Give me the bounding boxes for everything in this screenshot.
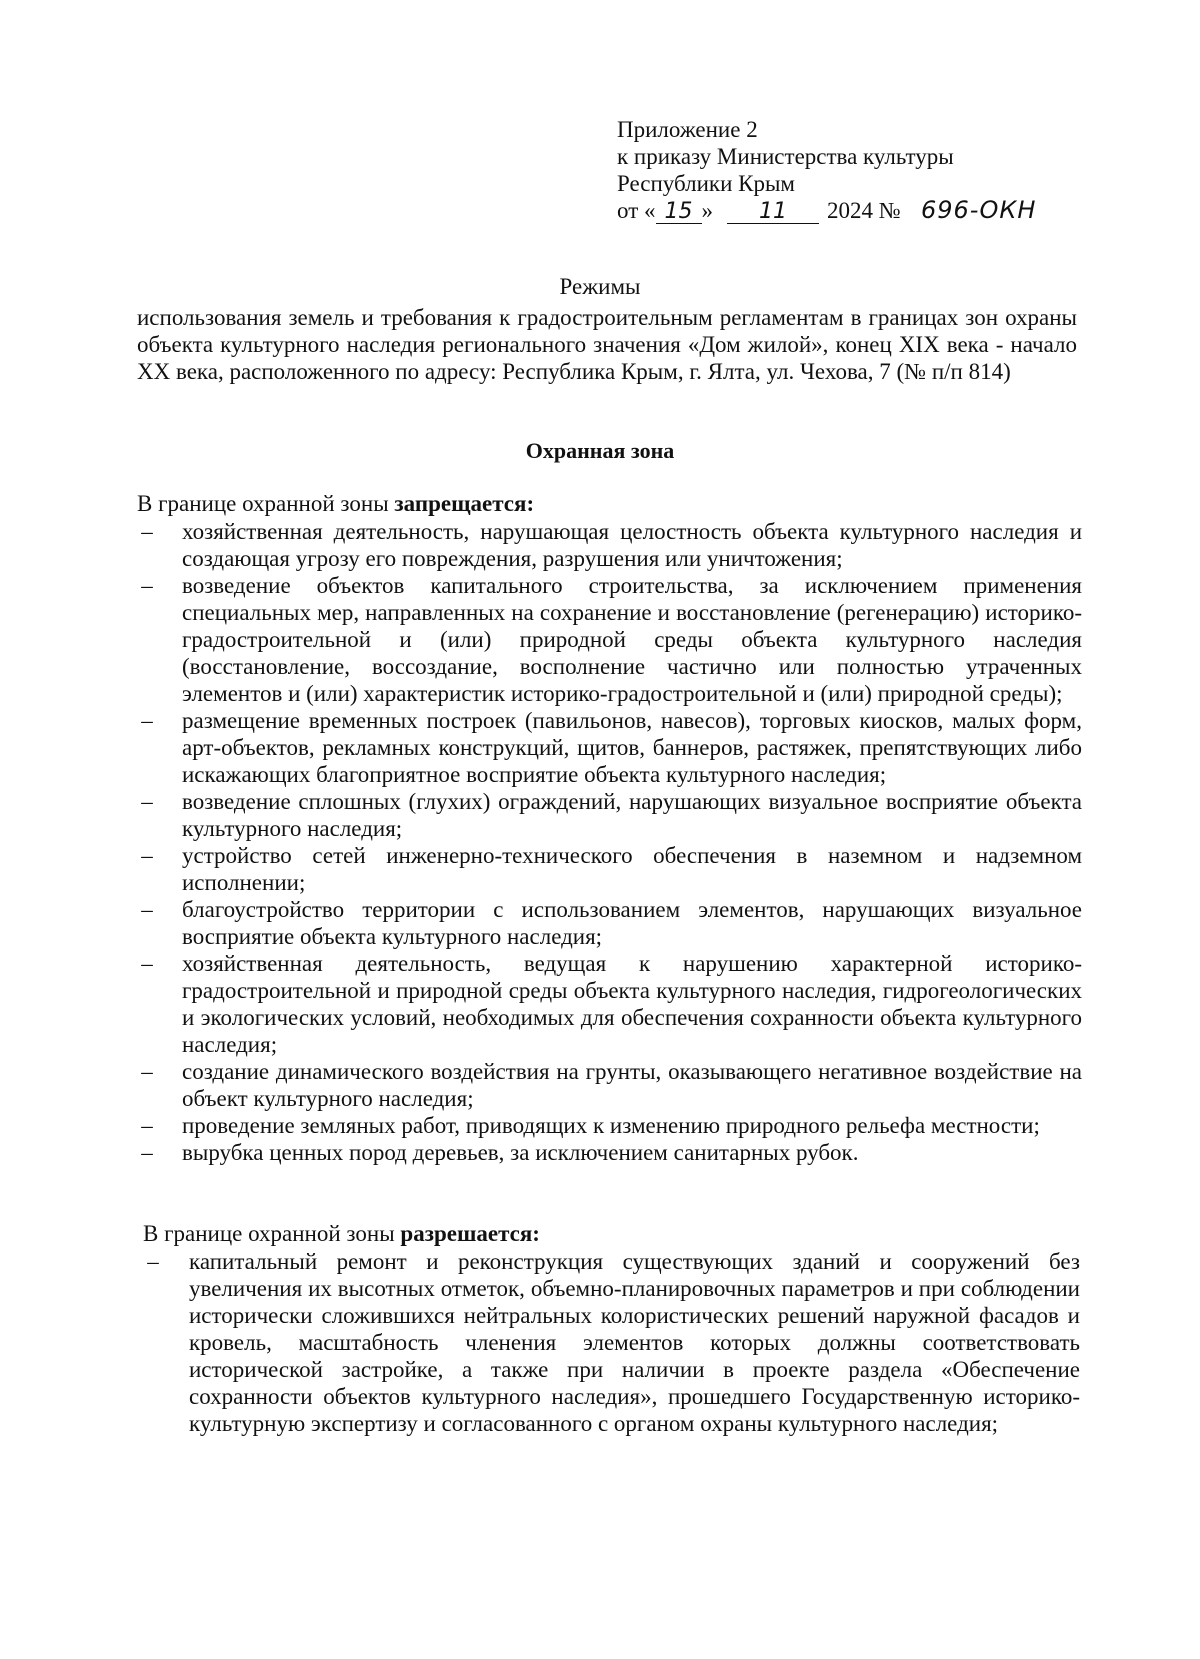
order-dateline [617, 197, 1097, 224]
dash-bullet: – [141, 1059, 153, 1084]
dash-bullet: – [141, 1140, 153, 1165]
list-item-text: возведение объектов капитального строительства, за исключением применения специальных мер, направленных на сохранение и восстановление (регенерацию) историко-градостроительной и (или) природной среды объекта культурного наследия (восстановление, воссоздание, восполнение частично или полностью утраченных элементов и (или) характеристик историко-градостроительной и (или) природной среды); [182, 573, 1082, 706]
allowed-lead-prefix: В границе охранной зоны [143, 1221, 401, 1246]
list-item-text: устройство сетей инженерно-технического обеспечения в наземном и надземном исполнении; [182, 843, 1082, 895]
prohibited-list [137, 518, 1082, 1166]
prohibited-lead [137, 490, 1082, 517]
list-item-text: размещение временных построек (павильонов, навесов), торговых киосков, малых форм, арт-объектов, рекламных конструкций, щитов, баннеров, растяжек, препятствующих либо искажающих благоприятное восприятие объекта культурного наследия; [182, 708, 1082, 787]
handwritten-day: 15 [656, 201, 702, 224]
list-item-text: капитальный ремонт и реконструкция существующих зданий и сооружений без увеличения их высотных отметок, объемно-планировочных параметров и при соблюдении исторически сложившихся нейтральных колористических решений наружной фасадов и кровель, масштабность членения элементов которых должны соответствовать исторической застройке, а также при наличии в проекте раздела «Обеспечение сохранности объектов культурного наследия», прошедшего Государственную историко-культурную экспертизу и согласованного с органом охраны культурного наследия; [189, 1249, 1080, 1436]
list-item [137, 788, 1082, 842]
dash-bullet: – [141, 519, 153, 544]
appendix-republic: Республики Крым [617, 171, 795, 196]
list-item [137, 1112, 1082, 1139]
prohibited-lead-bold: запрещается: [394, 491, 535, 516]
allowed-lead-bold: разрешается: [400, 1221, 540, 1246]
dash-bullet: – [141, 789, 153, 814]
allowed-lead [143, 1220, 1080, 1247]
list-item [137, 518, 1082, 572]
list-item [137, 896, 1082, 950]
list-item [137, 707, 1082, 788]
list-item-text: благоустройство территории с использованием элементов, нарушающих визуальное восприятие объекта культурного наследия; [182, 897, 1082, 949]
list-item-text: вырубка ценных пород деревьев, за исключением санитарных рубок. [182, 1140, 859, 1165]
list-item-text: проведение земляных работ, приводящих к изменению природного рельефа местности; [182, 1113, 1040, 1138]
dash-bullet: – [147, 1249, 159, 1274]
allowed-section [143, 1220, 1080, 1437]
handwritten-month: 11 [727, 201, 819, 224]
document-title: Режимы [559, 274, 641, 299]
dash-bullet: – [141, 1113, 153, 1138]
appendix-number: Приложение 2 [617, 117, 758, 142]
zone-title: Охранная зона [525, 438, 675, 463]
dash-bullet: – [141, 843, 153, 868]
date-mid: » [701, 198, 713, 223]
dash-bullet: – [141, 897, 153, 922]
list-item-text: хозяйственная деятельность, нарушающая целостность объекта культурного наследия и создающая угрозу его повреждения, разрушения или уничтожения; [182, 519, 1082, 571]
prohibited-section [137, 490, 1082, 1166]
list-item [143, 1248, 1080, 1437]
list-item-text: возведение сплошных (глухих) ограждений, нарушающих визуальное восприятие объекта культурного наследия; [182, 789, 1082, 841]
allowed-list [143, 1248, 1080, 1437]
appendix-order-ref: к приказу Министерства культуры [617, 144, 954, 169]
year-and-number-label: 2024 № [827, 198, 901, 223]
document-intro: использования земель и требования к градостроительным регламентам в границах зон охраны объекта культурного наследия регионального значения «Дом жилой», конец XIX века - начало XX века, расположенного по адресу: Республика Крым, г. Ялта, ул. Чехова, 7 (№ п/п 814) [137, 305, 1077, 384]
list-item [137, 950, 1082, 1058]
handwritten-order-number: 696-ОКН [920, 196, 1037, 224]
list-item [137, 1139, 1082, 1166]
date-prefix: от « [617, 198, 656, 223]
dash-bullet: – [141, 573, 153, 598]
dash-bullet: – [141, 951, 153, 976]
dash-bullet: – [141, 708, 153, 733]
list-item [137, 1058, 1082, 1112]
list-item-text: создание динамического воздействия на грунты, оказывающего негативное воздействие на объект культурного наследия; [182, 1059, 1082, 1111]
list-item [137, 572, 1082, 707]
list-item [137, 842, 1082, 896]
prohibited-lead-prefix: В границе охранной зоны [137, 491, 395, 516]
list-item-text: хозяйственная деятельность, ведущая к нарушению характерной историко-градостроительной и природной среды объекта культурного наследия, гидрогеологических и экологических условий, необходимых для обеспечения сохранности объекта культурного наследия; [182, 951, 1082, 1057]
appendix-header [617, 116, 1097, 224]
